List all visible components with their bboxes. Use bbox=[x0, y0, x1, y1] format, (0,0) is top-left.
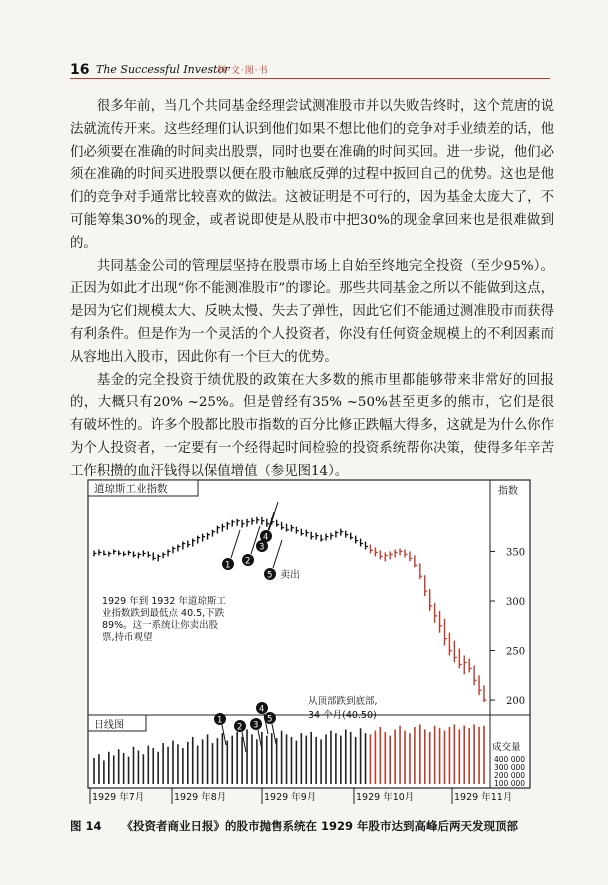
volume-marker-number: 1 bbox=[217, 715, 223, 726]
sell-label: 卖出 bbox=[280, 570, 300, 581]
x-axis-label: 1929 年11月 bbox=[454, 792, 513, 803]
series-label: 科·文·图·书 bbox=[217, 66, 269, 76]
paragraph: 很多年前，当几个共同基金经理尝试测准股市并以失败告终时，这个荒唐的说法就流传开来。这些经理们认识到他们如果不想比他们的竞争对手业绩差的话，他们必须要在准确的时间卖出股票，同时也要在准确的时间买回。进一步说，他们必须在准确的时间买进股票以便在股市触底反弹的过程中扳回自己的优势。这也是他们的竞争对手通常比较喜欢的做法。这被证明是不可行的，因为基金太庞大了，不可能筹集30%的现金，或者说即使是从股市中把30%的现金拿回来也是很难做到的。 bbox=[70, 99, 554, 251]
volume-panel-label: 日线图 bbox=[94, 720, 124, 731]
figure-caption-text: 《投资者商业日报》的股市抛售系统在 1929 年股市达到高峰后两天发现顶部 bbox=[121, 819, 519, 833]
page-header bbox=[70, 58, 550, 80]
page-number: 16 bbox=[70, 62, 90, 78]
marker-number: 4 bbox=[263, 532, 269, 543]
volume-marker-number: 2 bbox=[237, 722, 243, 733]
volume-marker-number: 4 bbox=[259, 704, 265, 715]
price-tick-label: 200 bbox=[506, 696, 526, 708]
annotation-top-bottom-line: 34 个月(40.50) bbox=[308, 710, 377, 721]
dow-jones-chart bbox=[86, 478, 532, 806]
volume-tick-label: 300 000 bbox=[494, 763, 526, 772]
annotation-1929-line: 89%。这一系统让你卖出股 bbox=[102, 620, 219, 631]
chart-title: 道琼斯工业指数 bbox=[94, 483, 168, 495]
marker-number: 2 bbox=[245, 556, 251, 567]
annotation-top-bottom-line: 从顶部跌到底部, bbox=[308, 696, 378, 707]
annotation-1929-line: 业指数跌到最低点 40.5,下跌 bbox=[102, 608, 225, 619]
price-tick-label: 250 bbox=[506, 646, 526, 658]
volume-marker-number: 3 bbox=[253, 720, 259, 731]
paragraph: 共同基金公司的管理层坚持在股票市场上自始至终地完全投资（至少95%）。正因为如此才出现“你不能测准股市”的谬论。那些共同基金之所以不能做到这点，是因为它们规模太大、反映太慢、失去了弹性，因此它们不能通过测准股市而获得有利条件。但是作为一个灵活的个人投资者，你没有任何资金规模上的不利因素而从容地出入股市，因此你有一个巨大的优势。 bbox=[70, 258, 554, 365]
volume-axis-label: 成交量 bbox=[492, 742, 521, 753]
paragraph: 基金的完全投资于绩优股的政策在大多数的熊市里都能够带来非常好的回报的，大概只有20% ~25%。但是曾经有35% ~50%甚至更多的熊市，它们是很有破坏性的。许多个股都比股市指数的百分比修正跌幅大得多，这就是为什么你作为个人投资者，一定要有一个经得起时间检验的投资系统帮你决策，使得多年辛苦工作积攒的血汗钱得以保值增值（参见图14）。 bbox=[70, 372, 554, 479]
figure-caption bbox=[70, 818, 554, 834]
x-axis-label: 1929 年9月 bbox=[264, 792, 317, 803]
volume-tick-label: 400 000 bbox=[494, 755, 526, 764]
x-axis-label: 1929 年10月 bbox=[356, 792, 415, 803]
body-text bbox=[70, 96, 554, 484]
marker-number: 3 bbox=[259, 542, 265, 553]
annotation-1929-line: 票,持币观望 bbox=[102, 632, 153, 643]
price-axis-label: 指数 bbox=[498, 486, 518, 497]
x-axis-label: 1929 年8月 bbox=[174, 792, 227, 803]
x-axis-label: 1929 年7月 bbox=[92, 792, 145, 803]
marker-number: 1 bbox=[225, 560, 231, 571]
volume-tick-label: 200 000 bbox=[494, 771, 526, 780]
marker-number: 5 bbox=[267, 570, 273, 581]
book-title: The Successful Investor bbox=[96, 63, 230, 76]
price-tick-label: 300 bbox=[506, 597, 526, 608]
price-tick-label: 350 bbox=[506, 547, 526, 559]
volume-tick-label: 100 000 bbox=[494, 779, 526, 788]
annotation-1929-line: 1929 年到 1932 年道琼斯工 bbox=[102, 596, 226, 607]
header-rule bbox=[70, 78, 550, 79]
volume-marker-number: 5 bbox=[267, 714, 273, 725]
figure-number: 图 14 bbox=[70, 819, 102, 833]
